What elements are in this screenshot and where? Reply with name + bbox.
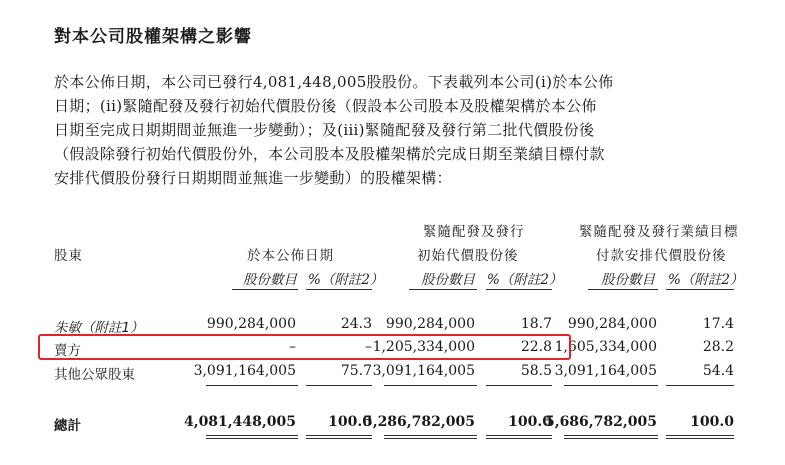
row-name: 朱敏（附註1） — [54, 320, 144, 336]
group-2-shares-label: 股份數目 — [421, 272, 475, 288]
row-cell: 17.4 — [702, 316, 734, 332]
total-double-rule — [564, 438, 658, 439]
section-heading: 對本公司股權架構之影響 — [54, 27, 252, 47]
header-rule — [666, 289, 734, 290]
total-cell: 5,286,782,005 — [362, 414, 475, 430]
subtotal-rule — [384, 385, 477, 386]
total-double-rule — [666, 438, 734, 439]
intro-paragraph — [54, 70, 744, 190]
total-cell: 4,081,448,005 — [183, 414, 296, 430]
row-cell: 1,605,334,000 — [554, 339, 657, 355]
subtotal-rule — [486, 385, 552, 386]
row-cell: 1,205,334,000 — [372, 339, 475, 355]
row-name: 其他公眾股東 — [54, 367, 135, 383]
total-double-rule — [306, 435, 372, 436]
row-cell: – — [289, 339, 296, 355]
paragraph-line: 於本公佈日期，本公司已發行4,081,448,005股股份。下表載列本公司(i)於本公佈 — [54, 73, 614, 91]
row-cell: 990,284,000 — [206, 316, 296, 332]
row-cell: 22.8 — [520, 339, 552, 355]
header-rule — [486, 289, 552, 290]
total-double-rule — [666, 435, 734, 436]
group-2-title-line-1: 緊隨配發及發行 — [423, 224, 525, 240]
total-cell: 100.0 — [690, 414, 734, 430]
group-2-title-line-2: 初始代價股份後 — [417, 248, 519, 264]
subtotal-rule — [306, 385, 372, 386]
total-double-rule — [384, 438, 477, 439]
row-cell: 990,284,000 — [385, 316, 475, 332]
shareholder-column-header: 股東 — [54, 248, 83, 264]
row-cell: 18.7 — [520, 316, 552, 332]
paragraph-line: 日期；(ii)緊隨配發及發行初始代價股份後（假設本公司股本及股權架構於本公佈 — [54, 97, 597, 115]
total-cell: 100.0 — [328, 414, 372, 430]
total-double-rule — [206, 435, 298, 436]
group-3-pct-label: %（附註2） — [668, 272, 744, 288]
header-rule — [232, 289, 298, 290]
subtotal-rule — [666, 385, 734, 386]
total-cell: 5,686,782,005 — [544, 414, 657, 430]
total-double-rule — [486, 438, 552, 439]
header-rule — [588, 289, 658, 290]
row-cell: 3,091,164,005 — [554, 363, 657, 379]
row-cell: 54.4 — [702, 363, 734, 379]
group-3-shares-label: 股份數目 — [601, 272, 655, 288]
total-row-name: 總計 — [54, 418, 81, 434]
row-cell: – — [365, 339, 372, 355]
total-double-rule — [306, 438, 372, 439]
row-cell: 28.2 — [702, 339, 734, 355]
total-cell: 100.0 — [508, 414, 552, 430]
group-3-title-line-2: 付款安排代價股份後 — [596, 248, 727, 264]
row-name: 賣方 — [54, 343, 81, 359]
row-cell: 3,091,164,005 — [372, 363, 475, 379]
total-double-rule — [384, 435, 477, 436]
subtotal-rule — [206, 385, 298, 386]
row-cell: 58.5 — [520, 363, 552, 379]
row-cell: 75.7 — [340, 363, 372, 379]
row-cell: 3,091,164,005 — [193, 363, 296, 379]
total-double-rule — [206, 438, 298, 439]
row-cell: 24.3 — [340, 316, 372, 332]
header-rule — [306, 289, 372, 290]
row-cell: 990,284,000 — [567, 316, 657, 332]
group-1-title: 於本公佈日期 — [247, 248, 334, 264]
total-double-rule — [486, 435, 552, 436]
paragraph-line: 日期至完成日期期間並無進一步變動）；及(iii)緊隨配發及發行第二批代價股份後 — [54, 121, 595, 139]
total-double-rule — [564, 435, 658, 436]
group-3-title-line-1: 緊隨配發及發行業績目標 — [579, 224, 739, 240]
group-2-pct-label: %（附註2） — [487, 272, 563, 288]
paragraph-line: （假設除發行初始代價股份外，本公司股本及股權架構於完成日期至業績目標付款 — [54, 145, 605, 163]
header-rule — [409, 289, 477, 290]
vendor-row-highlight — [38, 334, 571, 360]
group-1-pct-label: %（附註2） — [308, 272, 384, 288]
subtotal-rule — [564, 385, 658, 386]
paragraph-line: 安排代價股份發行日期期間並無進一步變動）的股權架構： — [54, 169, 452, 187]
group-1-shares-label: 股份數目 — [243, 272, 297, 288]
